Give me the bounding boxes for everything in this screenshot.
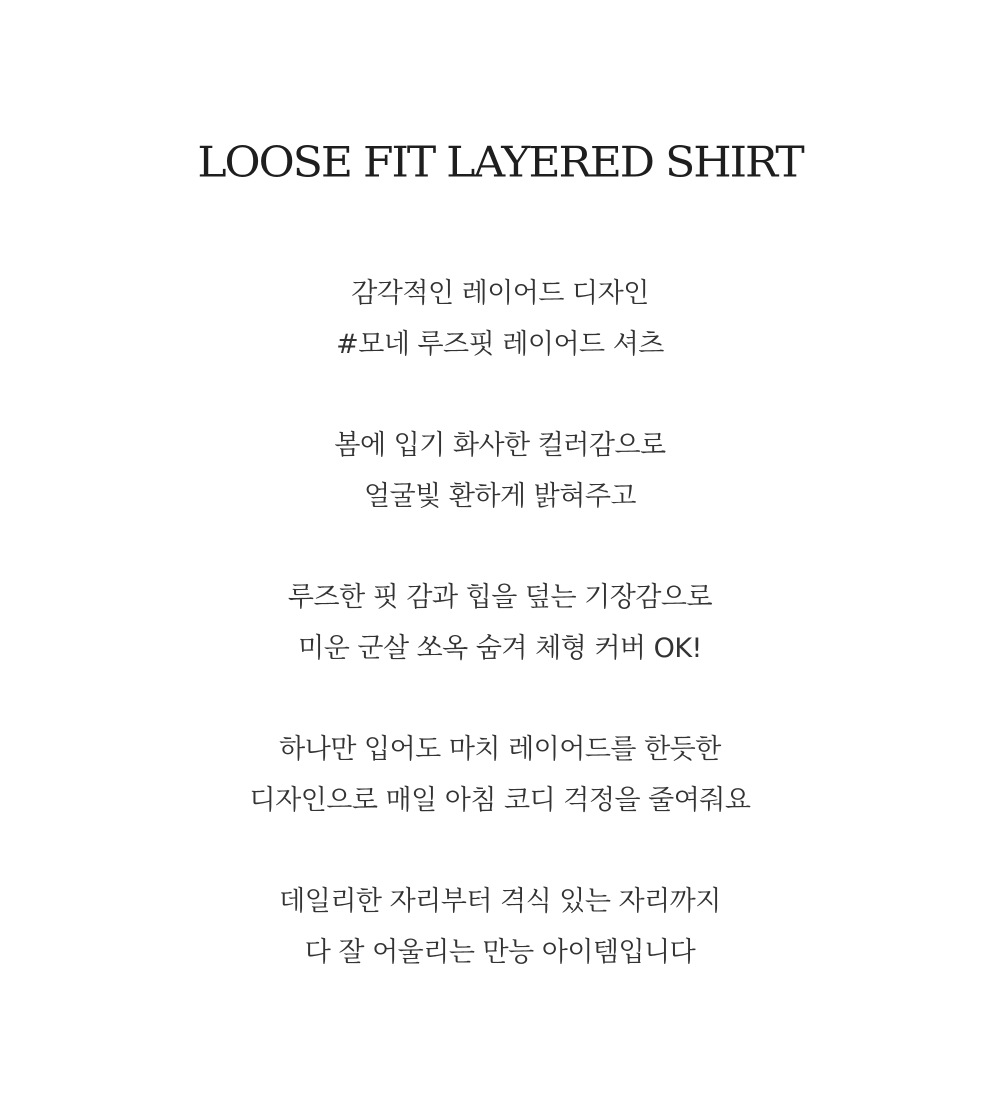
text-line: 데일리한 자리부터 격식 있는 자리까지 [279,886,721,917]
text-line: 다 잘 어울리는 만능 아이템입니다 [304,937,696,968]
paragraph-fit [0,572,1000,674]
text-line: 루즈한 핏 감과 힙을 덮는 기장감으로 [287,582,713,613]
text-line: 미운 군살 쏘옥 숨겨 체형 커버 OK! [298,633,702,664]
description-body [0,268,1000,1028]
paragraph-versatility [0,876,1000,978]
text-line: 얼굴빛 환하게 밝혀주고 [364,481,636,512]
paragraph-intro [0,268,1000,370]
paragraph-design [0,724,1000,826]
paragraph-color [0,420,1000,522]
text-line: 감각적인 레이어드 디자인 [351,278,649,309]
product-title: LOOSE FIT LAYERED SHIRT [197,138,803,187]
text-line: 디자인으로 매일 아침 코디 걱정을 줄여줘요 [249,785,751,816]
text-line: #모네 루즈핏 레이어드 셔츠 [336,329,664,360]
text-line: 하나만 입어도 마치 레이어드를 한듯한 [279,734,721,765]
text-line: 봄에 입기 화사한 컬러감으로 [334,430,666,461]
